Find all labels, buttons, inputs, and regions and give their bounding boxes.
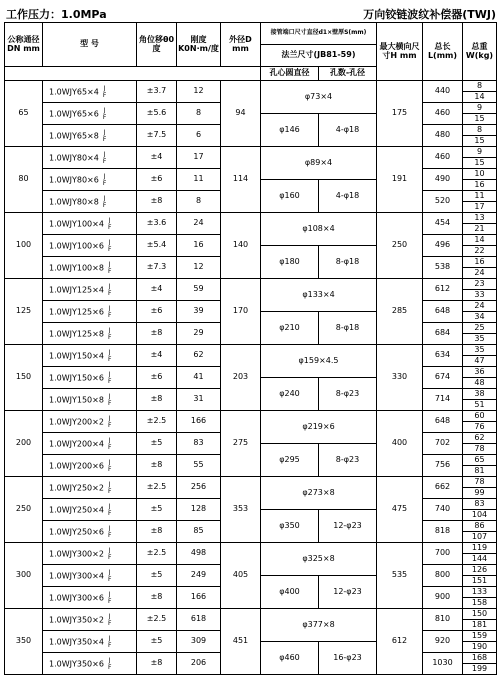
total-length-cell: 648: [423, 301, 463, 323]
angle-cell: ±5.6: [137, 103, 177, 125]
working-pressure-title: 工作压力：1.0MPa: [6, 8, 107, 21]
col-outer-diameter: 外径D mm: [221, 23, 261, 67]
weight-cell: 36: [463, 367, 497, 378]
stiffness-cell: 29: [177, 323, 221, 345]
model-cell: [43, 367, 137, 389]
max-lateral-cell: 175: [377, 81, 423, 147]
stiffness-cell: 309: [177, 631, 221, 653]
model-cell: [43, 345, 137, 367]
hole-circle-cell: φ240: [261, 378, 319, 411]
hole-count-cell: 12-φ23: [319, 576, 377, 609]
weight-cell: 15: [463, 158, 497, 169]
weight-cell: 34: [463, 312, 497, 323]
jf-mark: J F: [107, 238, 112, 253]
model-text: 1.0WJY125×8: [49, 329, 104, 338]
total-length-cell: 700: [423, 543, 463, 565]
weight-cell: 199: [463, 664, 497, 675]
weight-cell: 15: [463, 114, 497, 125]
weight-cell: 33: [463, 290, 497, 301]
weight-cell: 38: [463, 389, 497, 400]
jf-mark: J F: [107, 282, 112, 297]
model-text: 1.0WJY150×4: [49, 351, 104, 360]
model-cell: [43, 455, 137, 477]
weight-cell: 60: [463, 411, 497, 422]
jf-mark: J F: [107, 480, 112, 495]
dn-cell: 250: [5, 477, 43, 543]
model-cell: [43, 125, 137, 147]
jf-mark: J F: [107, 546, 112, 561]
weight-cell: 181: [463, 620, 497, 631]
weight-cell: 14: [463, 92, 497, 103]
angle-cell: ±8: [137, 587, 177, 609]
jf-mark: J F: [107, 568, 112, 583]
weight-cell: 8: [463, 125, 497, 136]
hole-circle-cell: φ210: [261, 312, 319, 345]
weight-cell: 48: [463, 378, 497, 389]
angle-cell: ±2.5: [137, 609, 177, 631]
angle-cell: ±4: [137, 279, 177, 301]
stiffness-cell: 166: [177, 587, 221, 609]
model-cell: [43, 653, 137, 675]
weight-cell: 190: [463, 642, 497, 653]
angle-cell: ±5: [137, 565, 177, 587]
weight-cell: 35: [463, 345, 497, 356]
model-text: 1.0WJY100×8: [49, 263, 104, 272]
outer-diameter-cell: 94: [221, 81, 261, 147]
weight-cell: 65: [463, 455, 497, 466]
weight-cell: 168: [463, 653, 497, 664]
weight-cell: 83: [463, 499, 497, 510]
model-cell: [43, 169, 137, 191]
total-length-cell: 800: [423, 565, 463, 587]
product-title: 万向铰链波纹补偿器(TWJ): [363, 8, 496, 21]
total-length-cell: 740: [423, 499, 463, 521]
angle-cell: ±8: [137, 191, 177, 213]
model-text: 1.0WJY350×2: [49, 615, 104, 624]
outer-diameter-cell: 203: [221, 345, 261, 411]
jf-mark: J F: [107, 304, 112, 319]
col-max-lateral: 最大横向尺寸H mm: [377, 23, 423, 81]
weight-cell: 144: [463, 554, 497, 565]
angle-cell: ±2.5: [137, 477, 177, 499]
stiffness-cell: 8: [177, 103, 221, 125]
total-length-cell: 460: [423, 103, 463, 125]
model-text: 1.0WJY150×6: [49, 373, 104, 382]
jf-mark: J F: [107, 634, 112, 649]
angle-cell: ±7.3: [137, 257, 177, 279]
angle-cell: ±6: [137, 367, 177, 389]
model-cell: [43, 631, 137, 653]
stiffness-cell: 62: [177, 345, 221, 367]
angle-cell: ±8: [137, 389, 177, 411]
col-hole-count: 孔数-孔径: [319, 67, 377, 81]
model-cell: [43, 213, 137, 235]
weight-cell: 86: [463, 521, 497, 532]
weight-cell: 17: [463, 202, 497, 213]
weight-cell: 62: [463, 433, 497, 444]
angle-cell: ±4: [137, 345, 177, 367]
dn-cell: 350: [5, 609, 43, 675]
angle-cell: ±2.5: [137, 543, 177, 565]
stiffness-cell: 31: [177, 389, 221, 411]
angle-cell: ±6: [137, 169, 177, 191]
weight-cell: 51: [463, 400, 497, 411]
stiffness-cell: 618: [177, 609, 221, 631]
model-cell: [43, 279, 137, 301]
hole-count-cell: 8-φ18: [319, 246, 377, 279]
weight-cell: 76: [463, 422, 497, 433]
jf-mark: J F: [107, 326, 112, 341]
model-text: 1.0WJY80×6: [49, 175, 99, 184]
angle-cell: ±8: [137, 653, 177, 675]
stiffness-cell: 12: [177, 257, 221, 279]
total-length-cell: 756: [423, 455, 463, 477]
angle-cell: ±3.6: [137, 213, 177, 235]
angle-cell: ±3.7: [137, 81, 177, 103]
angle-cell: ±8: [137, 455, 177, 477]
dn-cell: 150: [5, 345, 43, 411]
model-text: 1.0WJY125×4: [49, 285, 104, 294]
hole-circle-cell: φ460: [261, 642, 319, 675]
pipe-size-cell: φ73×4: [261, 81, 377, 114]
total-length-cell: 818: [423, 521, 463, 543]
col-angle: 角位移θ0度: [137, 23, 177, 67]
jf-mark: J F: [102, 128, 107, 143]
weight-cell: 133: [463, 587, 497, 598]
max-lateral-cell: 250: [377, 213, 423, 279]
table-row: [5, 81, 497, 92]
max-lateral-cell: 612: [377, 609, 423, 675]
model-text: 1.0WJY350×6: [49, 659, 104, 668]
jf-mark: J F: [107, 370, 112, 385]
col-pipe-end: 接管端口尺寸直径d1×壁厚S(mm): [261, 23, 377, 45]
weight-cell: 47: [463, 356, 497, 367]
total-length-cell: 634: [423, 345, 463, 367]
jf-mark: J F: [107, 436, 112, 451]
outer-diameter-cell: 451: [221, 609, 261, 675]
col-model: 型 号: [43, 23, 137, 67]
stiffness-cell: 206: [177, 653, 221, 675]
model-cell: [43, 411, 137, 433]
total-length-cell: 520: [423, 191, 463, 213]
angle-cell: ±6: [137, 301, 177, 323]
pipe-size-cell: φ273×8: [261, 477, 377, 510]
total-length-cell: 480: [423, 125, 463, 147]
total-length-cell: 684: [423, 323, 463, 345]
max-lateral-cell: 475: [377, 477, 423, 543]
jf-mark: J F: [107, 348, 112, 363]
weight-cell: 78: [463, 444, 497, 455]
weight-cell: 24: [463, 268, 497, 279]
total-length-cell: 662: [423, 477, 463, 499]
hole-count-cell: 4-φ18: [319, 114, 377, 147]
jf-mark: J F: [107, 414, 112, 429]
max-lateral-cell: 535: [377, 543, 423, 609]
model-text: 1.0WJY350×4: [49, 637, 104, 646]
total-length-cell: 702: [423, 433, 463, 455]
outer-diameter-cell: 405: [221, 543, 261, 609]
model-text: 1.0WJY150×8: [49, 395, 104, 404]
model-cell: [43, 147, 137, 169]
jf-mark: J F: [107, 524, 112, 539]
total-length-cell: 674: [423, 367, 463, 389]
weight-cell: 13: [463, 213, 497, 224]
pipe-size-cell: φ89×4: [261, 147, 377, 180]
model-text: 1.0WJY65×6: [49, 109, 99, 118]
weight-cell: 158: [463, 598, 497, 609]
model-cell: [43, 191, 137, 213]
model-cell: [43, 81, 137, 103]
angle-cell: ±5.4: [137, 235, 177, 257]
weight-cell: 16: [463, 257, 497, 268]
dn-cell: 200: [5, 411, 43, 477]
model-text: 1.0WJY65×8: [49, 131, 99, 140]
stiffness-cell: 55: [177, 455, 221, 477]
weight-cell: 9: [463, 103, 497, 114]
model-cell: [43, 389, 137, 411]
pipe-size-cell: φ108×4: [261, 213, 377, 246]
total-length-cell: 900: [423, 587, 463, 609]
weight-cell: 8: [463, 81, 497, 92]
total-length-cell: 648: [423, 411, 463, 433]
hole-circle-cell: φ180: [261, 246, 319, 279]
angle-cell: ±7.5: [137, 125, 177, 147]
hole-circle-cell: φ295: [261, 444, 319, 477]
model-cell: [43, 587, 137, 609]
stiffness-cell: 83: [177, 433, 221, 455]
hole-count-cell: 8-φ23: [319, 378, 377, 411]
dn-cell: 80: [5, 147, 43, 213]
jf-mark: J F: [107, 260, 112, 275]
model-cell: [43, 103, 137, 125]
total-length-cell: 810: [423, 609, 463, 631]
stiffness-cell: 249: [177, 565, 221, 587]
stiffness-cell: 12: [177, 81, 221, 103]
dn-cell: 65: [5, 81, 43, 147]
weight-cell: 22: [463, 246, 497, 257]
outer-diameter-cell: 170: [221, 279, 261, 345]
model-cell: [43, 235, 137, 257]
jf-mark: J F: [107, 612, 112, 627]
stiffness-cell: 166: [177, 411, 221, 433]
stiffness-cell: 128: [177, 499, 221, 521]
weight-cell: 150: [463, 609, 497, 620]
stiffness-cell: 17: [177, 147, 221, 169]
weight-cell: 16: [463, 180, 497, 191]
max-lateral-cell: 330: [377, 345, 423, 411]
model-cell: [43, 499, 137, 521]
weight-cell: 11: [463, 191, 497, 202]
angle-cell: ±5: [137, 499, 177, 521]
jf-mark: J F: [102, 172, 107, 187]
stiffness-cell: 16: [177, 235, 221, 257]
table-row: [5, 345, 497, 356]
weight-cell: 14: [463, 235, 497, 246]
outer-diameter-cell: 353: [221, 477, 261, 543]
pipe-size-cell: φ377×8: [261, 609, 377, 642]
weight-cell: 81: [463, 466, 497, 477]
col-flange: 法兰尺寸(JB81-59): [261, 45, 377, 67]
max-lateral-cell: 400: [377, 411, 423, 477]
model-cell: [43, 323, 137, 345]
pipe-size-cell: φ133×4: [261, 279, 377, 312]
total-length-cell: 454: [423, 213, 463, 235]
total-length-cell: 538: [423, 257, 463, 279]
jf-mark: J F: [107, 502, 112, 517]
hole-circle-cell: φ350: [261, 510, 319, 543]
model-text: 1.0WJY200×4: [49, 439, 104, 448]
spec-table: [4, 22, 497, 675]
model-text: 1.0WJY200×6: [49, 461, 104, 470]
pipe-size-cell: φ159×4.5: [261, 345, 377, 378]
jf-mark: J F: [102, 106, 107, 121]
total-length-cell: 496: [423, 235, 463, 257]
model-text: 1.0WJY250×2: [49, 483, 104, 492]
dn-cell: 100: [5, 213, 43, 279]
outer-diameter-cell: 140: [221, 213, 261, 279]
weight-cell: 104: [463, 510, 497, 521]
model-cell: [43, 543, 137, 565]
weight-cell: 159: [463, 631, 497, 642]
model-text: 1.0WJY300×4: [49, 571, 104, 580]
hole-circle-cell: φ400: [261, 576, 319, 609]
col-hole-circle: 孔心圆直径: [261, 67, 319, 81]
model-text: 1.0WJY125×6: [49, 307, 104, 316]
stiffness-cell: 256: [177, 477, 221, 499]
stiffness-cell: 11: [177, 169, 221, 191]
jf-mark: J F: [102, 84, 107, 99]
model-text: 1.0WJY300×6: [49, 593, 104, 602]
model-cell: [43, 521, 137, 543]
model-cell: [43, 433, 137, 455]
hole-count-cell: 4-φ18: [319, 180, 377, 213]
header-spacer: [5, 67, 261, 81]
col-total-weight: 总重W(kg): [463, 23, 497, 81]
jf-mark: J F: [107, 458, 112, 473]
stiffness-cell: 85: [177, 521, 221, 543]
angle-cell: ±4: [137, 147, 177, 169]
angle-cell: ±5: [137, 433, 177, 455]
hole-circle-cell: φ160: [261, 180, 319, 213]
weight-cell: 25: [463, 323, 497, 334]
model-text: 1.0WJY100×4: [49, 219, 104, 228]
model-text: 1.0WJY80×4: [49, 153, 99, 162]
weight-cell: 99: [463, 488, 497, 499]
model-text: 1.0WJY65×4: [49, 87, 99, 96]
angle-cell: ±2.5: [137, 411, 177, 433]
pipe-size-cell: φ219×6: [261, 411, 377, 444]
total-length-cell: 440: [423, 81, 463, 103]
table-row: [5, 411, 497, 422]
jf-mark: J F: [107, 392, 112, 407]
model-text: 1.0WJY250×4: [49, 505, 104, 514]
model-cell: [43, 477, 137, 499]
weight-cell: 78: [463, 477, 497, 488]
max-lateral-cell: 191: [377, 147, 423, 213]
total-length-cell: 1030: [423, 653, 463, 675]
table-row: [5, 543, 497, 554]
total-length-cell: 460: [423, 147, 463, 169]
weight-cell: 24: [463, 301, 497, 312]
model-text: 1.0WJY200×2: [49, 417, 104, 426]
col-total-length: 总长L(mm): [423, 23, 463, 81]
weight-cell: 23: [463, 279, 497, 290]
col-dn: 公称通径DN mm: [5, 23, 43, 67]
model-text: 1.0WJY250×6: [49, 527, 104, 536]
table-row: [5, 213, 497, 224]
stiffness-cell: 8: [177, 191, 221, 213]
table-row: [5, 477, 497, 488]
stiffness-cell: 24: [177, 213, 221, 235]
spec-table-body: [5, 81, 497, 675]
total-length-cell: 612: [423, 279, 463, 301]
total-length-cell: 490: [423, 169, 463, 191]
jf-mark: J F: [102, 150, 107, 165]
stiffness-cell: 498: [177, 543, 221, 565]
model-text: 1.0WJY300×2: [49, 549, 104, 558]
table-row: [5, 609, 497, 620]
weight-cell: 151: [463, 576, 497, 587]
stiffness-cell: 59: [177, 279, 221, 301]
model-cell: [43, 609, 137, 631]
stiffness-cell: 39: [177, 301, 221, 323]
dn-cell: 300: [5, 543, 43, 609]
weight-cell: 10: [463, 169, 497, 180]
angle-cell: ±5: [137, 631, 177, 653]
weight-cell: 15: [463, 136, 497, 147]
stiffness-cell: 41: [177, 367, 221, 389]
col-stiffness: 刚度K0N·m/度: [177, 23, 221, 67]
model-text: 1.0WJY100×6: [49, 241, 104, 250]
angle-cell: ±8: [137, 323, 177, 345]
weight-cell: 126: [463, 565, 497, 576]
weight-cell: 9: [463, 147, 497, 158]
outer-diameter-cell: 275: [221, 411, 261, 477]
weight-cell: 107: [463, 532, 497, 543]
weight-cell: 119: [463, 543, 497, 554]
dn-cell: 125: [5, 279, 43, 345]
weight-cell: 21: [463, 224, 497, 235]
pipe-size-cell: φ325×8: [261, 543, 377, 576]
jf-mark: J F: [107, 216, 112, 231]
model-cell: [43, 301, 137, 323]
jf-mark: J F: [102, 194, 107, 209]
angle-cell: ±8: [137, 521, 177, 543]
total-length-cell: 714: [423, 389, 463, 411]
model-text: 1.0WJY80×8: [49, 197, 99, 206]
hole-circle-cell: φ146: [261, 114, 319, 147]
hole-count-cell: 8-φ18: [319, 312, 377, 345]
hole-count-cell: 12-φ23: [319, 510, 377, 543]
model-cell: [43, 257, 137, 279]
total-length-cell: 920: [423, 631, 463, 653]
model-cell: [43, 565, 137, 587]
hole-count-cell: 16-φ23: [319, 642, 377, 675]
table-row: [5, 147, 497, 158]
table-row: [5, 279, 497, 290]
jf-mark: J F: [107, 590, 112, 605]
outer-diameter-cell: 114: [221, 147, 261, 213]
jf-mark: J F: [107, 656, 112, 671]
hole-count-cell: 8-φ23: [319, 444, 377, 477]
stiffness-cell: 6: [177, 125, 221, 147]
weight-cell: 35: [463, 334, 497, 345]
max-lateral-cell: 285: [377, 279, 423, 345]
